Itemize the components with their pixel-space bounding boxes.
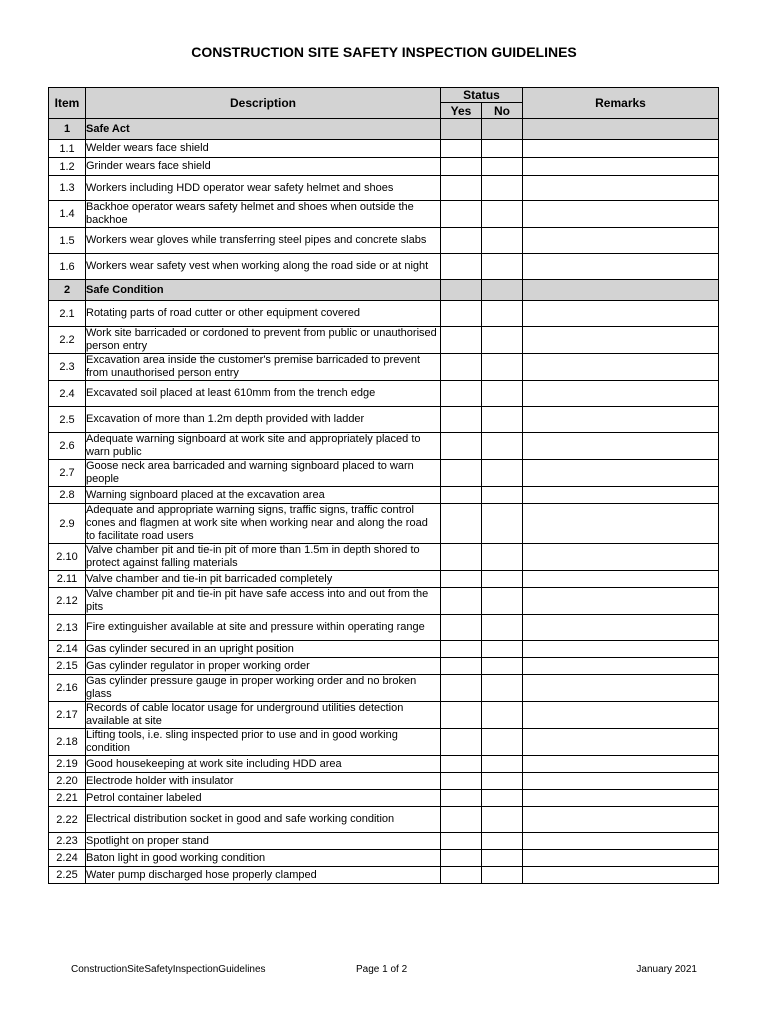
status-no-cell[interactable]	[482, 504, 523, 544]
table-row	[49, 201, 719, 228]
table-row	[49, 756, 719, 773]
table-row	[49, 790, 719, 807]
remarks-cell[interactable]	[523, 641, 719, 658]
header-remarks: Remarks	[523, 88, 719, 119]
status-yes-cell[interactable]	[441, 176, 482, 201]
item-number: 2	[49, 280, 86, 301]
item-number: 1.2	[49, 158, 86, 176]
status-yes-cell[interactable]	[441, 460, 482, 487]
status-yes-cell[interactable]	[441, 228, 482, 254]
item-number: 2.15	[49, 658, 86, 675]
status-yes-cell[interactable]	[441, 119, 482, 140]
remarks-cell[interactable]	[523, 280, 719, 301]
item-number: 2.5	[49, 407, 86, 433]
item-number: 2.21	[49, 790, 86, 807]
status-yes-cell[interactable]	[441, 354, 482, 381]
header-status: Status	[441, 88, 523, 103]
item-number: 2.18	[49, 729, 86, 756]
status-no-cell[interactable]	[482, 140, 523, 158]
status-no-cell[interactable]	[482, 867, 523, 884]
status-yes-cell[interactable]	[441, 729, 482, 756]
item-description: Backhoe operator wears safety helmet and shoes when outside the backhoe	[86, 201, 441, 228]
item-number: 2.24	[49, 850, 86, 867]
table-row	[49, 504, 719, 544]
footer-page-number: Page 1 of 2	[356, 964, 408, 975]
remarks-cell[interactable]	[523, 615, 719, 641]
table-row	[49, 158, 719, 176]
status-no-cell[interactable]	[482, 544, 523, 571]
table-row	[49, 807, 719, 833]
item-description: Gas cylinder pressure gauge in proper working order and no broken glass	[86, 675, 441, 702]
status-no-cell[interactable]	[482, 641, 523, 658]
item-number: 2.11	[49, 571, 86, 588]
item-description: Gas cylinder regulator in proper working order	[86, 658, 441, 675]
status-yes-cell[interactable]	[441, 807, 482, 833]
status-no-cell[interactable]	[482, 658, 523, 675]
remarks-cell[interactable]	[523, 702, 719, 729]
remarks-cell[interactable]	[523, 807, 719, 833]
item-number: 1.3	[49, 176, 86, 201]
status-no-cell[interactable]	[482, 201, 523, 228]
remarks-cell[interactable]	[523, 119, 719, 140]
status-no-cell[interactable]	[482, 381, 523, 407]
item-number: 1.1	[49, 140, 86, 158]
section-row	[49, 119, 719, 140]
section-row	[49, 280, 719, 301]
header-no: No	[482, 103, 523, 119]
item-number: 1.5	[49, 228, 86, 254]
table-row	[49, 176, 719, 201]
status-no-cell[interactable]	[482, 571, 523, 588]
table-row	[49, 460, 719, 487]
table-row	[49, 615, 719, 641]
item-number: 2.7	[49, 460, 86, 487]
item-description: Grinder wears face shield	[86, 158, 441, 176]
item-description: Records of cable locator usage for underground utilities detection available at site	[86, 702, 441, 729]
status-no-cell[interactable]	[482, 254, 523, 280]
remarks-cell[interactable]	[523, 176, 719, 201]
table-row	[49, 433, 719, 460]
table-row	[49, 301, 719, 327]
status-yes-cell[interactable]	[441, 615, 482, 641]
item-number: 1.4	[49, 201, 86, 228]
item-description: Adequate and appropriate warning signs, traffic signs, traffic control cones and flagmen at work site when working near and along the road to facilitate road users	[86, 504, 441, 544]
status-yes-cell[interactable]	[441, 327, 482, 354]
item-description: Lifting tools, i.e. sling inspected prior to use and in good working condition	[86, 729, 441, 756]
inspection-table	[48, 87, 719, 884]
status-no-cell[interactable]	[482, 615, 523, 641]
footer-date: January 2021	[636, 964, 697, 975]
status-no-cell[interactable]	[482, 773, 523, 790]
table-row	[49, 228, 719, 254]
table-row	[49, 773, 719, 790]
table-row	[49, 140, 719, 158]
item-description: Workers wear gloves while transferring steel pipes and concrete slabs	[86, 228, 441, 254]
status-no-cell[interactable]	[482, 729, 523, 756]
item-number: 2.9	[49, 504, 86, 544]
status-yes-cell[interactable]	[441, 867, 482, 884]
remarks-cell[interactable]	[523, 254, 719, 280]
remarks-cell[interactable]	[523, 201, 719, 228]
remarks-cell[interactable]	[523, 756, 719, 773]
status-no-cell[interactable]	[482, 850, 523, 867]
remarks-cell[interactable]	[523, 658, 719, 675]
item-description: Adequate warning signboard at work site and appropriately placed to warn public	[86, 433, 441, 460]
status-yes-cell[interactable]	[441, 850, 482, 867]
item-number: 2.20	[49, 773, 86, 790]
table-row	[49, 407, 719, 433]
remarks-cell[interactable]	[523, 301, 719, 327]
remarks-cell[interactable]	[523, 140, 719, 158]
table-row	[49, 850, 719, 867]
status-no-cell[interactable]	[482, 301, 523, 327]
item-description: Valve chamber and tie-in pit barricaded completely	[86, 571, 441, 588]
remarks-cell[interactable]	[523, 588, 719, 615]
table-row	[49, 544, 719, 571]
remarks-cell[interactable]	[523, 544, 719, 571]
remarks-cell[interactable]	[523, 790, 719, 807]
table-row	[49, 675, 719, 702]
status-yes-cell[interactable]	[441, 504, 482, 544]
table-row	[49, 381, 719, 407]
header-yes: Yes	[441, 103, 482, 119]
status-no-cell[interactable]	[482, 460, 523, 487]
status-no-cell[interactable]	[482, 588, 523, 615]
item-number: 2.14	[49, 641, 86, 658]
header-description: Description	[86, 88, 441, 119]
status-yes-cell[interactable]	[441, 407, 482, 433]
item-description: Goose neck area barricaded and warning signboard placed to warn people	[86, 460, 441, 487]
section-title: Safe Condition	[86, 280, 441, 301]
item-number: 2.19	[49, 756, 86, 773]
item-description: Excavation of more than 1.2m depth provided with ladder	[86, 407, 441, 433]
remarks-cell[interactable]	[523, 158, 719, 176]
status-yes-cell[interactable]	[441, 675, 482, 702]
remarks-cell[interactable]	[523, 773, 719, 790]
remarks-cell[interactable]	[523, 228, 719, 254]
item-description: Good housekeeping at work site including HDD area	[86, 756, 441, 773]
status-yes-cell[interactable]	[441, 833, 482, 850]
item-number: 2.13	[49, 615, 86, 641]
document-title: CONSTRUCTION SITE SAFETY INSPECTION GUIDELINES	[191, 44, 577, 60]
item-number: 2.17	[49, 702, 86, 729]
status-no-cell[interactable]	[482, 675, 523, 702]
item-description: Excavated soil placed at least 610mm from the trench edge	[86, 381, 441, 407]
status-no-cell[interactable]	[482, 228, 523, 254]
status-yes-cell[interactable]	[441, 641, 482, 658]
item-number: 1.6	[49, 254, 86, 280]
item-number: 2.22	[49, 807, 86, 833]
status-yes-cell[interactable]	[441, 773, 482, 790]
status-yes-cell[interactable]	[441, 702, 482, 729]
status-no-cell[interactable]	[482, 407, 523, 433]
item-description: Workers including HDD operator wear safety helmet and shoes	[86, 176, 441, 201]
item-description: Fire extinguisher available at site and pressure within operating range	[86, 615, 441, 641]
item-number: 2.25	[49, 867, 86, 884]
remarks-cell[interactable]	[523, 433, 719, 460]
section-title: Safe Act	[86, 119, 441, 140]
item-number: 2.4	[49, 381, 86, 407]
item-number: 2.8	[49, 487, 86, 504]
status-no-cell[interactable]	[482, 487, 523, 504]
remarks-cell[interactable]	[523, 833, 719, 850]
table-body	[49, 119, 719, 884]
status-yes-cell[interactable]	[441, 571, 482, 588]
remarks-cell[interactable]	[523, 571, 719, 588]
remarks-cell[interactable]	[523, 487, 719, 504]
item-description: Warning signboard placed at the excavation area	[86, 487, 441, 504]
item-description: Workers wear safety vest when working along the road side or at night	[86, 254, 441, 280]
table-row	[49, 658, 719, 675]
status-yes-cell[interactable]	[441, 487, 482, 504]
item-description: Water pump discharged hose properly clamped	[86, 867, 441, 884]
status-yes-cell[interactable]	[441, 433, 482, 460]
item-number: 2.10	[49, 544, 86, 571]
item-number: 2.1	[49, 301, 86, 327]
table-row	[49, 729, 719, 756]
status-no-cell[interactable]	[482, 158, 523, 176]
status-no-cell[interactable]	[482, 756, 523, 773]
item-description: Valve chamber pit and tie-in pit have safe access into and out from the pits	[86, 588, 441, 615]
item-description: Petrol container labeled	[86, 790, 441, 807]
status-no-cell[interactable]	[482, 327, 523, 354]
remarks-cell[interactable]	[523, 504, 719, 544]
item-description: Electrode holder with insulator	[86, 773, 441, 790]
header-item: Item	[49, 88, 86, 119]
table-row	[49, 571, 719, 588]
item-number: 2.23	[49, 833, 86, 850]
status-no-cell[interactable]	[482, 354, 523, 381]
item-number: 2.16	[49, 675, 86, 702]
item-number: 2.12	[49, 588, 86, 615]
table-row	[49, 254, 719, 280]
table-row	[49, 327, 719, 354]
item-number: 2.6	[49, 433, 86, 460]
item-description: Work site barricaded or cordoned to prevent from public or unauthorised person entry	[86, 327, 441, 354]
item-description: Welder wears face shield	[86, 140, 441, 158]
remarks-cell[interactable]	[523, 850, 719, 867]
item-number: 1	[49, 119, 86, 140]
status-no-cell[interactable]	[482, 176, 523, 201]
table-row	[49, 588, 719, 615]
status-no-cell[interactable]	[482, 433, 523, 460]
item-description: Rotating parts of road cutter or other equipment covered	[86, 301, 441, 327]
remarks-cell[interactable]	[523, 675, 719, 702]
item-description: Electrical distribution socket in good and safe working condition	[86, 807, 441, 833]
status-yes-cell[interactable]	[441, 381, 482, 407]
status-yes-cell[interactable]	[441, 588, 482, 615]
remarks-cell[interactable]	[523, 460, 719, 487]
status-yes-cell[interactable]	[441, 301, 482, 327]
item-number: 2.2	[49, 327, 86, 354]
status-yes-cell[interactable]	[441, 658, 482, 675]
status-no-cell[interactable]	[482, 790, 523, 807]
table-row	[49, 641, 719, 658]
table-row	[49, 702, 719, 729]
item-description: Valve chamber pit and tie-in pit of more than 1.5m in depth shored to protect against falling materials	[86, 544, 441, 571]
remarks-cell[interactable]	[523, 407, 719, 433]
remarks-cell[interactable]	[523, 867, 719, 884]
remarks-cell[interactable]	[523, 729, 719, 756]
status-yes-cell[interactable]	[441, 254, 482, 280]
table-row	[49, 833, 719, 850]
status-yes-cell[interactable]	[441, 544, 482, 571]
status-yes-cell[interactable]	[441, 790, 482, 807]
status-yes-cell[interactable]	[441, 140, 482, 158]
status-yes-cell[interactable]	[441, 201, 482, 228]
item-number: 2.3	[49, 354, 86, 381]
status-yes-cell[interactable]	[441, 756, 482, 773]
status-no-cell[interactable]	[482, 280, 523, 301]
status-no-cell[interactable]	[482, 833, 523, 850]
status-yes-cell[interactable]	[441, 158, 482, 176]
table-row	[49, 867, 719, 884]
status-no-cell[interactable]	[482, 119, 523, 140]
item-description: Spotlight on proper stand	[86, 833, 441, 850]
item-description: Gas cylinder secured in an upright position	[86, 641, 441, 658]
footer-document-name: ConstructionSiteSafetyInspectionGuidelines	[71, 964, 266, 975]
remarks-cell[interactable]	[523, 327, 719, 354]
status-no-cell[interactable]	[482, 807, 523, 833]
status-no-cell[interactable]	[482, 702, 523, 729]
status-yes-cell[interactable]	[441, 280, 482, 301]
remarks-cell[interactable]	[523, 354, 719, 381]
remarks-cell[interactable]	[523, 381, 719, 407]
table-row	[49, 354, 719, 381]
item-description: Baton light in good working condition	[86, 850, 441, 867]
item-description: Excavation area inside the customer's premise barricaded to prevent from unauthorised person entry	[86, 354, 441, 381]
table-row	[49, 487, 719, 504]
